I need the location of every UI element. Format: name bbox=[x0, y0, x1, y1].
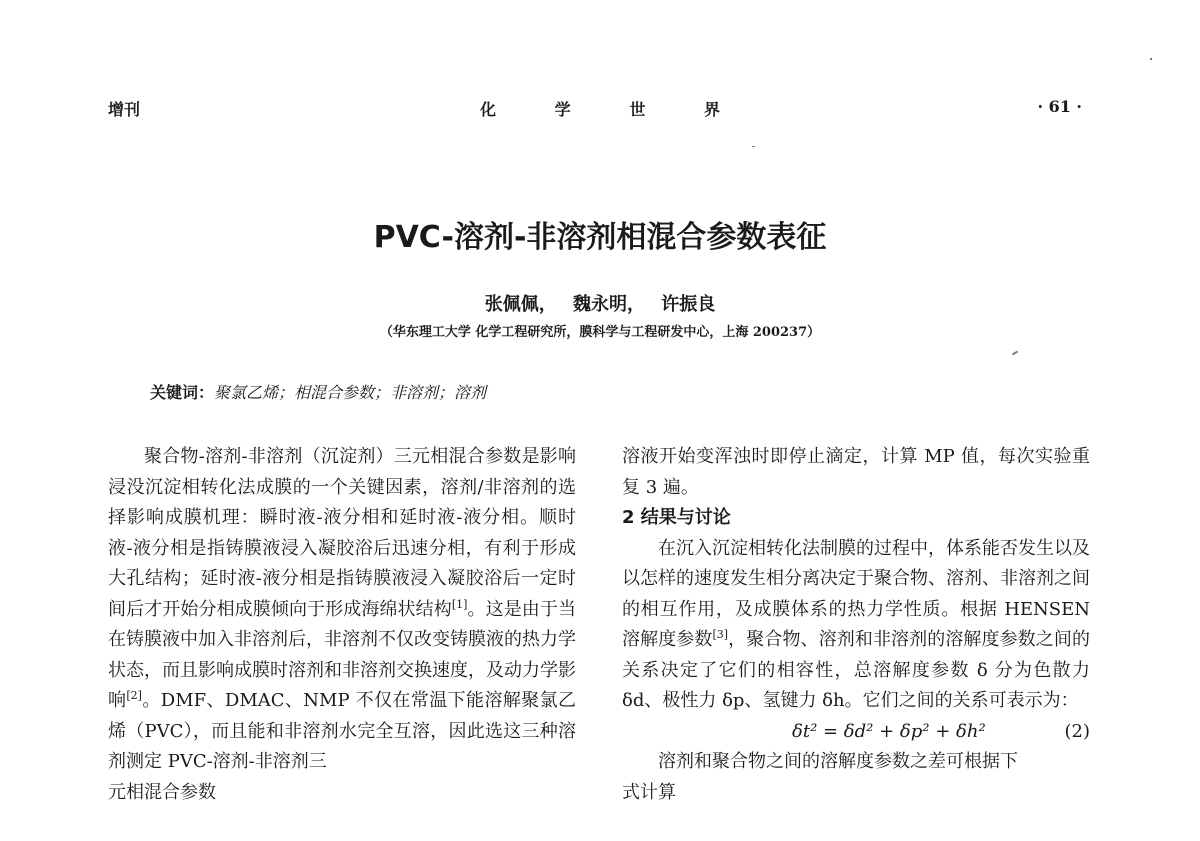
body-paragraph bbox=[108, 442, 576, 778]
body-paragraph: 溶剂和聚合物之间的溶解度参数之差可根据下 bbox=[658, 751, 1018, 772]
citation-ref: [3] bbox=[712, 628, 729, 641]
paragraph-text: 式计算 bbox=[622, 781, 676, 803]
journal-title-char: 世 bbox=[629, 100, 646, 119]
journal-title-char: 界 bbox=[703, 100, 720, 119]
equation-formula: δt² = δd² + δp² + δh² bbox=[792, 720, 986, 742]
page-number: · 61 · bbox=[1037, 97, 1082, 116]
section-heading: 2 结果与讨论 bbox=[622, 507, 731, 528]
paragraph-text: 元相混合参数 bbox=[108, 781, 216, 803]
paragraph-text: 在沉入沉淀相转化法制膜的过程中，体系能否发生以及以怎样的速度发生相分离决定于聚合物、溶剂、非溶剂之间的相互作用，及成膜体系的热力学性质。根据 HENSEN 溶解度参数 bbox=[622, 537, 1090, 650]
keywords-list: 聚氯乙烯；相混合参数；非溶剂；溶剂 bbox=[214, 383, 487, 402]
keywords-label: 关键词： bbox=[150, 383, 215, 402]
paragraph-text: 聚合物-溶剂-非溶剂（沉淀剂）三元相混合参数是影响浸没沉淀相转化法成膜的一个关键因素，溶剂/非溶剂的选择影响成膜机理：瞬时液-液分相和延时液-液分相。顺时液-液分相是指铸膜液浸入凝胶浴后迅速分相，有利于形成大孔结构；延时液-液分相是指铸膜液浸入凝胶浴后一定时间后才开始分相成膜倾向于形成海绵状结构 bbox=[108, 446, 576, 620]
cutoff-text-line bbox=[622, 778, 1090, 803]
paragraph-text: 。这是由于当在铸膜液中加入非溶剂后，非溶剂不仅改变铸膜液的热力学状态，而且影响成膜时溶剂和非溶剂交换速度，及动力学影响 bbox=[108, 598, 576, 711]
equation bbox=[622, 717, 1090, 748]
body-paragraph: 溶液开始变浑浊时即停止滴定，计算 MP 值，每次实验重复 3 遍。 bbox=[622, 446, 1090, 498]
keywords bbox=[150, 380, 486, 403]
journal-title bbox=[480, 97, 720, 120]
author-list: 张佩佩， 魏永明， 许振良 bbox=[484, 294, 716, 315]
journal-title-char: 学 bbox=[554, 100, 571, 119]
cutoff-text-line bbox=[108, 778, 576, 803]
left-column bbox=[108, 442, 576, 803]
affiliation: （华东理工大学 化学工程研究所，膜科学与工程研发中心，上海 200237） bbox=[379, 325, 821, 340]
paragraph-text: ，聚合物、溶剂和非溶剂的溶解度参数之间的关系决定了它们的相容性，总溶解度参数 δ 分为色散力 δd、极性力 δp、氢键力 δh。它们之间的关系可表示为： bbox=[622, 629, 1091, 711]
citation-ref: [1] bbox=[451, 597, 468, 611]
scan-speck bbox=[1150, 58, 1152, 60]
equation-number: (2) bbox=[1064, 720, 1090, 742]
journal-title-char: 化 bbox=[480, 100, 497, 119]
scan-speck bbox=[752, 146, 755, 147]
body-paragraph bbox=[622, 534, 1090, 717]
paragraph-text: 。DMF、DMAC、NMP 不仅在常温下能溶解聚氯乙烯（PVC），而且能和非溶剂水完全互溶，因此选这三种溶剂测定 PVC-溶剂-非溶剂三 bbox=[108, 690, 576, 772]
journal-issue-label: 增刊 bbox=[108, 100, 141, 119]
paper-title: PVC-溶剂-非溶剂相混合参数表征 bbox=[373, 220, 827, 255]
right-column bbox=[622, 442, 1091, 803]
citation-ref: [2] bbox=[126, 689, 142, 702]
scan-speck bbox=[1012, 351, 1018, 356]
